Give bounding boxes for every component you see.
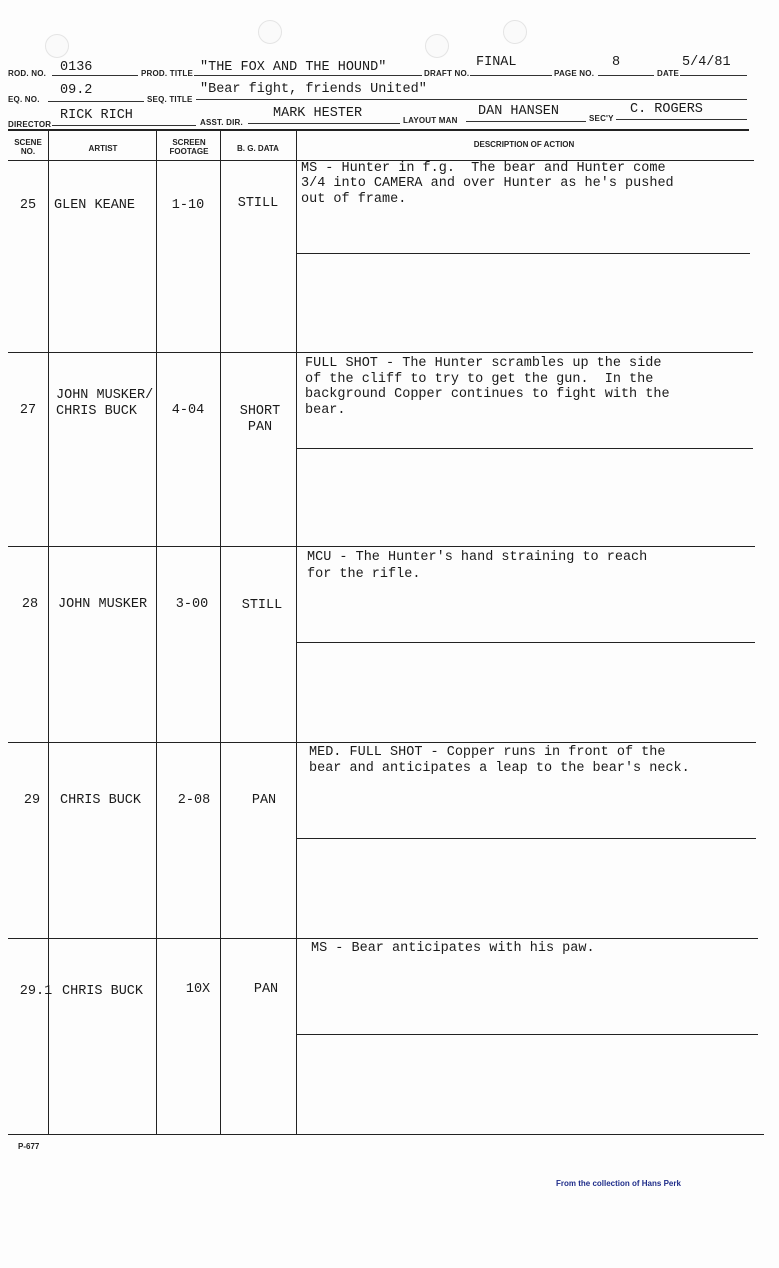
punch-hole bbox=[425, 34, 449, 58]
prod-title-label: PROD. TITLE bbox=[141, 69, 193, 78]
row-rule bbox=[8, 742, 756, 743]
col-header-scene: SCENE NO. bbox=[14, 138, 42, 156]
description-line: for the rifle. bbox=[307, 567, 421, 582]
description-line: MS - Bear anticipates with his paw. bbox=[311, 941, 595, 956]
prod-no-label: ROD. NO. bbox=[8, 69, 47, 78]
form-code: P-677 bbox=[18, 1142, 40, 1151]
punch-hole bbox=[503, 20, 527, 44]
punch-hole bbox=[258, 20, 282, 44]
seq-title-label: SEQ. TITLE bbox=[147, 95, 193, 104]
page-no-label: PAGE NO. bbox=[554, 69, 595, 78]
director-underline bbox=[52, 125, 196, 126]
scene-number: 27 bbox=[19, 403, 37, 418]
col-header-description: DESCRIPTION OF ACTION bbox=[473, 140, 575, 149]
row-rule bbox=[8, 938, 758, 939]
scene-number: 29.1 bbox=[19, 984, 53, 999]
description-line: background Copper continues to fight with the bbox=[305, 387, 670, 402]
date-label: DATE bbox=[657, 69, 679, 78]
layout-man-underline bbox=[466, 121, 586, 122]
screen-footage: 2-08 bbox=[177, 793, 211, 808]
date-underline bbox=[680, 75, 747, 76]
scene-number: 29 bbox=[23, 793, 41, 808]
asst-dir-value: MARK HESTER bbox=[273, 106, 363, 121]
draft-no-underline bbox=[470, 75, 552, 76]
secy-label: SEC'Y bbox=[589, 114, 614, 123]
row-rule bbox=[8, 546, 755, 547]
punch-hole bbox=[45, 34, 69, 58]
row-rule bbox=[296, 253, 750, 254]
col-header-artist: ARTIST bbox=[88, 144, 118, 153]
collection-credit: From the collection of Hans Perk bbox=[556, 1179, 681, 1188]
bg-data: PAN bbox=[251, 793, 277, 808]
screen-footage: 1-10 bbox=[171, 198, 205, 213]
row-rule bbox=[296, 838, 756, 839]
screen-footage: 4-04 bbox=[171, 403, 205, 418]
screen-footage: 10X bbox=[185, 982, 211, 997]
scene-number: 28 bbox=[21, 597, 39, 612]
asst-dir-underline bbox=[248, 123, 400, 124]
draft-no-label: DRAFT NO. bbox=[424, 69, 470, 78]
description-line: MCU - The Hunter's hand straining to reach bbox=[307, 550, 648, 565]
row-rule bbox=[296, 448, 753, 449]
director-label: DIRECTOR bbox=[8, 120, 52, 129]
seq-no-underline bbox=[48, 101, 144, 102]
table-top-rule bbox=[8, 129, 749, 131]
bg-data: PAN bbox=[247, 420, 273, 435]
artist-name: CHRIS BUCK bbox=[62, 984, 144, 999]
artist-name: CHRIS BUCK bbox=[56, 404, 138, 419]
prod-title-value: "THE FOX AND THE HOUND" bbox=[200, 60, 387, 75]
description-line: 3/4 into CAMERA and over Hunter as he's pushed bbox=[301, 176, 674, 191]
prod-no-underline bbox=[52, 75, 138, 76]
artist-name: JOHN MUSKER/ bbox=[56, 388, 154, 403]
table-bottom-rule bbox=[8, 1134, 764, 1135]
page-no-underline bbox=[598, 75, 654, 76]
description-line: bear. bbox=[305, 403, 346, 418]
layout-man-label: LAYOUT MAN bbox=[403, 116, 458, 125]
description-line: of the cliff to try to get the gun. In the bbox=[305, 372, 654, 387]
draft-no-value: FINAL bbox=[476, 55, 517, 70]
description-line: FULL SHOT - The Hunter scrambles up the side bbox=[305, 356, 662, 371]
artist-name: CHRIS BUCK bbox=[60, 793, 142, 808]
seq-title-underline bbox=[196, 99, 747, 100]
artist-name: JOHN MUSKER bbox=[58, 597, 148, 612]
date-value: 5/4/81 bbox=[682, 55, 731, 70]
seq-no-value: 09.2 bbox=[60, 83, 93, 98]
prod-no-value: 0136 bbox=[60, 60, 93, 75]
seq-no-label: EQ. NO. bbox=[8, 95, 40, 104]
bg-data: SHORT bbox=[239, 404, 281, 419]
col-header-footage: SCREEN FOOTAGE bbox=[169, 138, 209, 156]
bg-data: PAN bbox=[253, 982, 279, 997]
row-rule bbox=[296, 1034, 758, 1035]
bg-data: STILL bbox=[241, 598, 283, 613]
col-header-bg-data: B. G. DATA bbox=[237, 144, 279, 153]
artist-name: GLEN KEANE bbox=[54, 198, 136, 213]
secy-underline bbox=[616, 119, 747, 120]
description-line: bear and anticipates a leap to the bear's neck. bbox=[309, 761, 690, 776]
secy-value: C. ROGERS bbox=[630, 102, 703, 117]
page-no-value: 8 bbox=[612, 55, 621, 70]
row-rule bbox=[8, 352, 753, 353]
screen-footage: 3-00 bbox=[175, 597, 209, 612]
asst-dir-label: ASST. DIR. bbox=[200, 118, 243, 127]
row-rule bbox=[296, 642, 755, 643]
prod-title-underline bbox=[194, 75, 422, 76]
description-line: MED. FULL SHOT - Copper runs in front of the bbox=[309, 745, 666, 760]
bg-data: STILL bbox=[237, 196, 279, 211]
director-value: RICK RICH bbox=[60, 108, 133, 123]
description-line: MS - Hunter in f.g. The bear and Hunter come bbox=[301, 161, 666, 176]
description-line: out of frame. bbox=[301, 192, 407, 207]
layout-man-value: DAN HANSEN bbox=[478, 104, 560, 119]
seq-title-value: "Bear fight, friends United" bbox=[200, 82, 427, 97]
scene-number: 25 bbox=[19, 198, 37, 213]
